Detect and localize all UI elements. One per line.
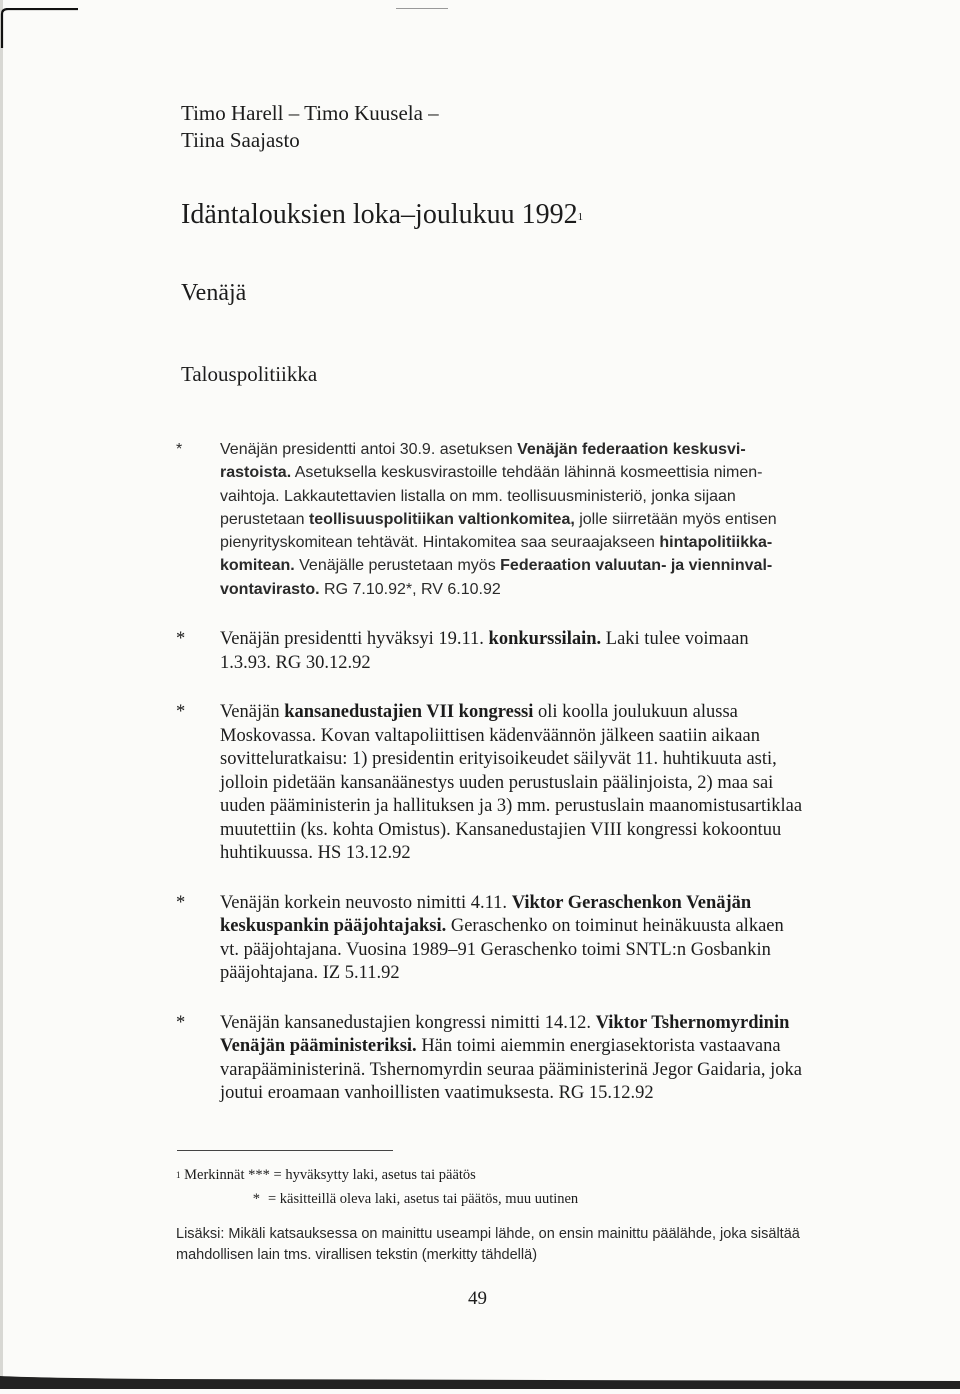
sources-note-line-2: mahdollisen lain tms. virallisen tekstin (merkitty tähdellä) bbox=[176, 1247, 538, 1263]
bold-term: konkurssilain. bbox=[488, 629, 602, 650]
bold-term: Federaation valuutan- ja vienninval- bbox=[500, 557, 773, 575]
authors-line-2: Tiina Saajasto bbox=[181, 128, 300, 152]
document-title-text: Idäntalouksien loka–joulukuu 1992 bbox=[181, 199, 578, 230]
bold-term: hintapolitiikka- bbox=[659, 534, 773, 552]
text-line bbox=[220, 628, 848, 652]
subsection-heading: Talouspolitiikka bbox=[181, 362, 318, 386]
text-line bbox=[220, 438, 848, 461]
bullet-star: * bbox=[176, 702, 186, 723]
footnote bbox=[176, 1163, 578, 1211]
scan-edge bbox=[0, 0, 3, 1389]
text-line bbox=[220, 1059, 848, 1083]
text-line bbox=[220, 795, 848, 819]
text-run: Laki tulee voimaan bbox=[601, 629, 749, 650]
authors-line-1: Timo Harell – Timo Kuusela – bbox=[181, 101, 439, 125]
text-line bbox=[220, 485, 848, 508]
sources-note bbox=[176, 1224, 800, 1266]
news-item-text bbox=[220, 628, 848, 675]
footnote-divider bbox=[177, 1150, 393, 1151]
text-run: pääjohtajana. IZ 5.11.92 bbox=[220, 963, 400, 984]
text-run: Geraschenko on toiminut heinäkuusta alkaen bbox=[446, 916, 784, 937]
text-run: Venäjän korkein neuvosto nimitti 4.11. bbox=[220, 892, 512, 913]
footnote-line-2 bbox=[176, 1187, 578, 1211]
text-line bbox=[220, 1012, 848, 1036]
top-rule bbox=[396, 8, 448, 9]
footnote-number: 1 bbox=[176, 1170, 181, 1180]
bold-term: teollisuuspolitiikan valtionkomitea, bbox=[308, 510, 575, 528]
text-line bbox=[220, 915, 848, 939]
text-line bbox=[220, 892, 848, 916]
news-item bbox=[176, 892, 848, 986]
footnote-text-1: Merkinnät *** = hyväksytty laki, asetus tai päätös bbox=[184, 1167, 476, 1183]
text-line bbox=[220, 701, 848, 725]
corner-mark bbox=[0, 8, 78, 18]
text-run: Asetuksella keskusvirastoille tehdään lähinnä kosmeettisia nimen- bbox=[291, 464, 763, 482]
news-item-text bbox=[220, 438, 848, 601]
text-line bbox=[220, 554, 848, 577]
text-run: vaihtoja. Lakkautettavien listalla on mm. teollisuusministeriö, jonka sijaan bbox=[220, 487, 736, 505]
text-run: Venäjälle perustetaan myös bbox=[294, 557, 501, 575]
bold-term: Viktor Geraschenkon Venäjän bbox=[511, 892, 752, 913]
footnote-text-2: = käsitteillä oleva laki, asetus tai päätös, muu uutinen bbox=[268, 1191, 579, 1207]
text-line bbox=[220, 508, 848, 531]
news-items bbox=[176, 438, 848, 1106]
text-run: perustetaan bbox=[220, 510, 309, 528]
bold-term: Venäjän federaation keskusvi- bbox=[517, 441, 746, 458]
bold-term: keskuspankin pääjohtajaksi. bbox=[220, 916, 447, 937]
bullet-star: * bbox=[176, 1012, 186, 1033]
bold-term: rastoista. bbox=[220, 464, 292, 482]
text-line bbox=[220, 962, 848, 986]
text-line bbox=[220, 652, 848, 676]
text-line bbox=[220, 1035, 848, 1059]
text-line bbox=[220, 772, 848, 796]
text-run: Venäjän kansanedustajien kongressi nimitti 14.12. bbox=[220, 1012, 596, 1033]
bullet-star: * bbox=[176, 629, 186, 650]
document-title bbox=[181, 198, 583, 232]
text-run: jolloin pidetään kansanäänestys uuden perustuslain päälinjoista, 2) maa sai bbox=[220, 772, 774, 793]
text-line bbox=[220, 1082, 848, 1106]
text-line bbox=[220, 842, 848, 866]
news-item bbox=[176, 1012, 848, 1106]
news-item-text bbox=[220, 892, 848, 986]
page-number: 49 bbox=[468, 1288, 487, 1309]
bullet-star: * bbox=[176, 441, 183, 458]
text-run: Venäjän bbox=[220, 702, 285, 723]
text-run: sovitteluratkaisu: 1) presidentin erityisoikeudet säilyvät 11. huhtikuuta asti, bbox=[220, 749, 777, 770]
news-item bbox=[176, 628, 848, 675]
news-item bbox=[176, 438, 848, 601]
text-run: uuden pääministerin ja hallituksen ja 3) mm. perustuslain maanomistusartiklaa bbox=[220, 796, 803, 817]
footnote-line-1 bbox=[176, 1163, 578, 1187]
section-heading: Venäjä bbox=[181, 280, 247, 306]
text-run: vt. pääjohtajana. Vuosina 1989–91 Geraschenko toimi SNTL:n Gosbankin bbox=[220, 939, 771, 960]
text-run: oli koolla joulukuun alussa bbox=[533, 702, 738, 723]
text-run: Venäjän presidentti antoi 30.9. asetuksen bbox=[220, 441, 518, 458]
bold-term: komitean. bbox=[220, 557, 295, 575]
scan-bottom-edge bbox=[0, 1372, 960, 1389]
bold-term: Venäjän pääministeriksi. bbox=[220, 1036, 417, 1057]
text-run: Venäjän presidentti hyväksyi 19.11. bbox=[220, 629, 489, 650]
bold-term: Viktor Tshernomyrdinin bbox=[595, 1012, 790, 1033]
text-line bbox=[220, 748, 848, 772]
title-footnote-ref: 1 bbox=[577, 211, 584, 223]
text-line bbox=[220, 578, 848, 601]
bullet-star: * bbox=[176, 892, 186, 913]
text-run: huhtikuussa. HS 13.12.92 bbox=[220, 843, 411, 864]
text-run: jolle siirretään myös entisen bbox=[574, 510, 777, 528]
text-run: muutettiin (ks. kohta Omistus). Kansanedustajien VIII kongressi kokoontuu bbox=[220, 819, 782, 840]
authors bbox=[181, 100, 439, 154]
text-run: joutui eroamaan vanhoillisten vaatimuksesta. RG 15.12.92 bbox=[220, 1083, 654, 1104]
text-line bbox=[220, 531, 848, 554]
text-run: varapääministerinä. Tshernomyrdin seuraa pääministerinä Jegor Gaidaria, joka bbox=[220, 1059, 802, 1080]
sources-note-line-1: Lisäksi: Mikäli katsauksessa on mainittu useampi lähde, on ensin mainittu päälähde, joka sisältää bbox=[176, 1226, 800, 1242]
footnote-star: * bbox=[252, 1191, 260, 1207]
bold-term: kansanedustajien VII kongressi bbox=[284, 702, 534, 723]
text-run: Moskovassa. Kovan valtapoliittisen kädenväännön jälkeen saatiin aikaan bbox=[220, 725, 760, 746]
text-run: pienyrityskomitean tehtävät. Hintakomitea saa seuraajakseen bbox=[220, 534, 660, 552]
text-line bbox=[220, 461, 848, 484]
text-run: Hän toimi aiemmin energiasektorista vastaavana bbox=[416, 1036, 781, 1057]
text-run: 1.3.93. RG 30.12.92 bbox=[220, 652, 371, 673]
news-item bbox=[176, 701, 848, 866]
news-item-text bbox=[220, 701, 848, 866]
news-item-text bbox=[220, 1012, 848, 1106]
text-line bbox=[220, 939, 848, 963]
text-line bbox=[220, 725, 848, 749]
text-run: RG 7.10.92*, RV 6.10.92 bbox=[319, 580, 501, 598]
text-line bbox=[220, 819, 848, 843]
bold-term: vontavirasto. bbox=[220, 580, 320, 598]
